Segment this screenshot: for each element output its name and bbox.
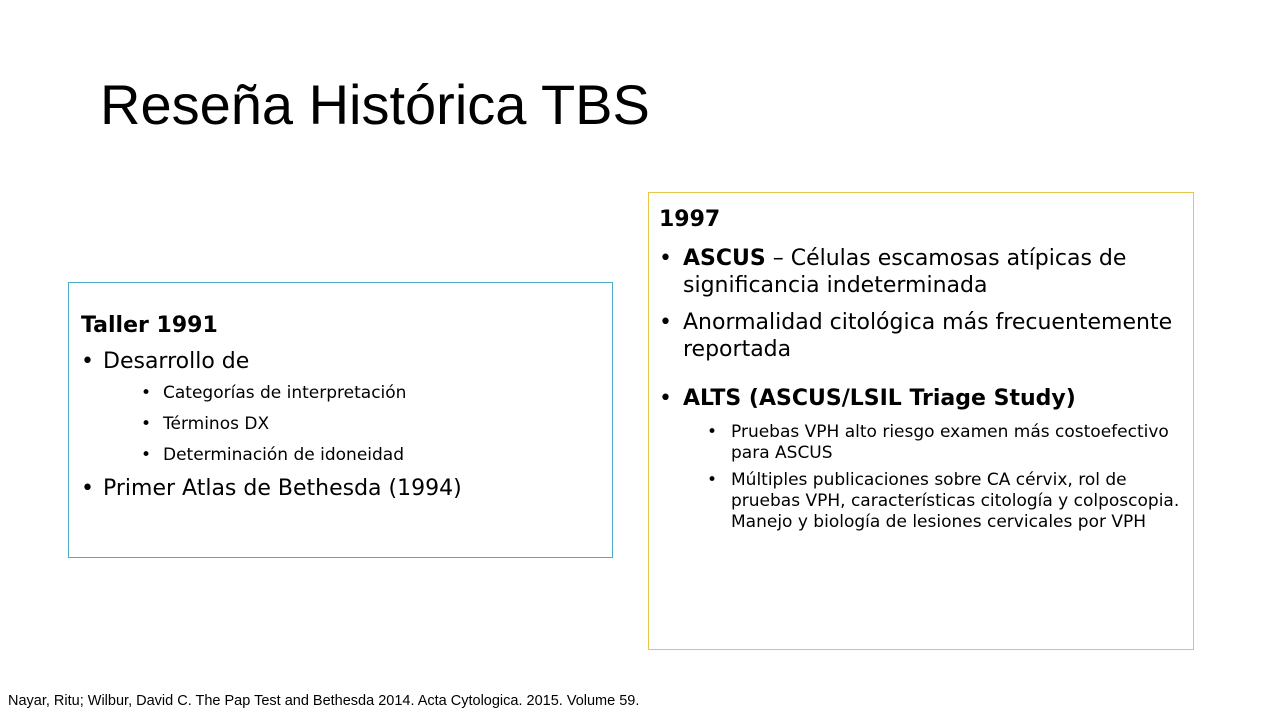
sub-bullet-text: Pruebas VPH alto riesgo examen más costoefectivo para ASCUS bbox=[731, 422, 1169, 463]
bullet-text: Primer Atlas de Bethesda (1994) bbox=[103, 476, 462, 501]
sub-bullet-item bbox=[707, 470, 1181, 533]
sub-bullet-item bbox=[141, 443, 598, 467]
bullet-list bbox=[81, 347, 598, 377]
bullet-bold-text: ASCUS bbox=[683, 246, 766, 271]
sub-bullet-text: Múltiples publicaciones sobre CA cérvix, rol de pruebas VPH, características citología y colposcopia. Manejo y biología de lesiones cervicales por VPH bbox=[731, 470, 1180, 532]
box-heading: 1997 bbox=[659, 207, 721, 232]
sub-bullet-item bbox=[707, 422, 1181, 464]
bullet-item bbox=[659, 309, 1181, 363]
sub-bullet-text: Categorías de interpretación bbox=[163, 383, 407, 403]
bullet-item bbox=[659, 245, 1181, 299]
bullet-item bbox=[81, 347, 598, 377]
year-1997-box bbox=[648, 192, 1194, 650]
sub-bullet-list bbox=[81, 381, 598, 467]
sub-bullet-text: Determinación de idoneidad bbox=[163, 445, 405, 465]
bullet-item bbox=[81, 474, 598, 504]
sub-bullet-item bbox=[141, 412, 598, 436]
box-heading: Taller 1991 bbox=[81, 313, 218, 338]
bullet-list bbox=[659, 245, 1181, 412]
taller-1991-box bbox=[68, 282, 613, 558]
bullet-list bbox=[81, 474, 598, 504]
sub-bullet-list bbox=[659, 422, 1181, 533]
bullet-bold-text: ALTS (ASCUS/LSIL Triage Study) bbox=[683, 386, 1076, 411]
bullet-text: Anormalidad citológica más frecuentemente reportada bbox=[683, 310, 1173, 362]
bullet-item bbox=[659, 385, 1181, 412]
sub-bullet-text: Términos DX bbox=[163, 414, 270, 434]
sub-bullet-item bbox=[141, 381, 598, 405]
bullet-text: Desarrollo de bbox=[103, 349, 250, 374]
slide-title: Reseña Histórica TBS bbox=[100, 73, 650, 136]
citation-footer: Nayar, Ritu; Wilbur, David C. The Pap Test and Bethesda 2014. Acta Cytologica. 2015. Volume 59. bbox=[8, 693, 640, 709]
bullet-text: – Células escamosas atípicas de significancia indeterminada bbox=[683, 246, 1127, 298]
